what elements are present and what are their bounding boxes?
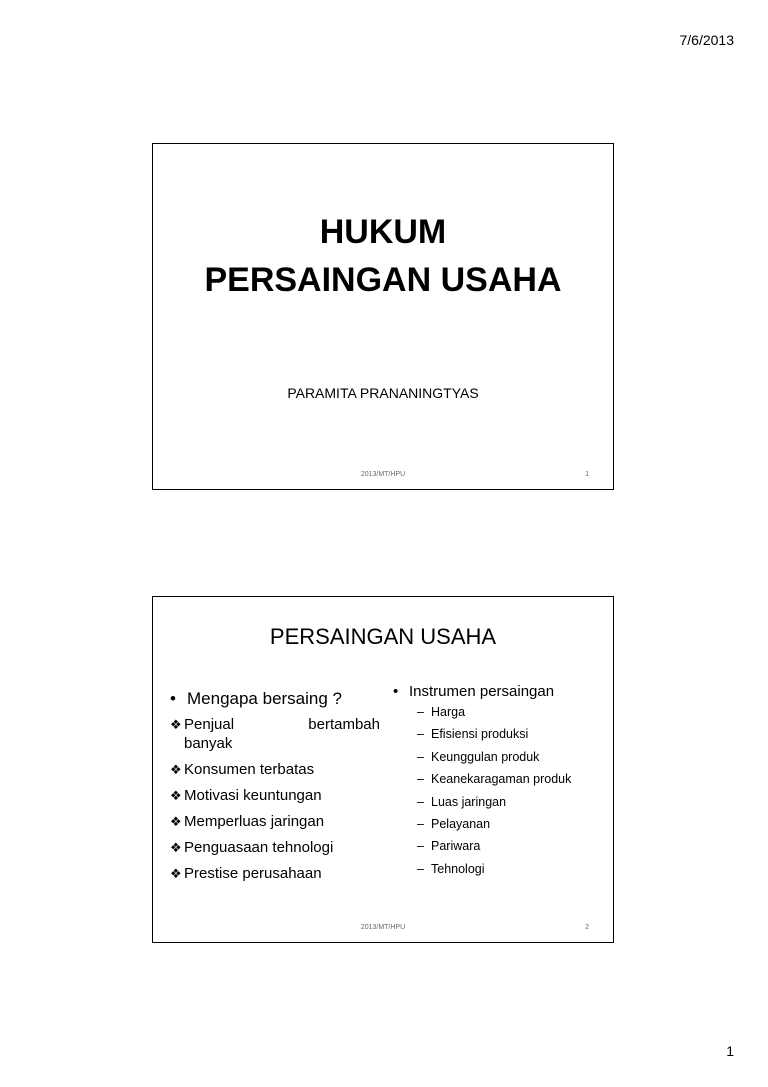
bullet-icon: •	[393, 683, 399, 700]
slide-2-title: PERSAINGAN USAHA	[269, 624, 497, 649]
slide-1-title-line-2: PERSAINGAN USAHA	[204, 261, 562, 299]
list-item	[417, 727, 613, 742]
left-heading	[170, 687, 380, 711]
list-item-text: Efisiensi produksi	[431, 727, 529, 742]
right-heading	[393, 682, 613, 701]
list-item	[170, 786, 380, 805]
slide-1	[152, 143, 614, 490]
list-item-text: Keanekaragaman produk	[431, 772, 572, 787]
list-item-text: Tehnologi	[431, 861, 485, 876]
list-item	[170, 864, 380, 883]
list-item-text: Luas jaringan	[431, 794, 507, 809]
list-item	[417, 817, 613, 832]
list-item-text: Keunggulan produk	[431, 749, 540, 764]
right-column	[393, 682, 613, 884]
left-heading-text: Mengapa bersaing ?	[187, 689, 343, 708]
dash-bullet-icon: –	[417, 839, 424, 854]
list-item	[417, 750, 613, 765]
diamond-bullet-icon: ❖	[170, 840, 182, 855]
dash-bullet-icon: –	[417, 772, 424, 787]
list-item	[417, 705, 613, 720]
diamond-bullet-icon: ❖	[170, 866, 182, 881]
slide-1-author: PARAMITA PRANANINGTYAS	[287, 385, 479, 401]
list-item	[170, 812, 380, 831]
list-item	[417, 772, 613, 787]
list-item-text: Memperluas jaringan	[184, 813, 325, 830]
dash-bullet-icon: –	[417, 705, 424, 719]
dash-bullet-icon: –	[417, 794, 424, 809]
diamond-bullet-icon: ❖	[170, 814, 182, 829]
page-date: 7/6/2013	[679, 32, 734, 48]
slide-1-title-line-1: HUKUM	[319, 213, 447, 251]
list-item-text: Penjual	[184, 716, 235, 733]
left-column	[170, 687, 380, 890]
list-item	[417, 795, 613, 810]
dash-bullet-icon: –	[417, 816, 424, 831]
slide-1-slide-number: 1	[585, 471, 589, 478]
list-item	[170, 838, 380, 857]
slide-2-slide-number: 2	[585, 924, 589, 931]
diamond-bullet-icon: ❖	[170, 717, 182, 732]
list-item-text: banyak	[184, 735, 233, 752]
slide-2	[152, 596, 614, 943]
dash-bullet-icon: –	[417, 727, 424, 742]
list-item-text: Harga	[431, 705, 466, 719]
list-item-text: Pariwara	[431, 839, 481, 854]
list-item-text: Prestise perusahaan	[184, 865, 322, 882]
list-item	[417, 862, 613, 877]
right-heading-text: Instrumen persaingan	[409, 683, 555, 700]
sub-list	[417, 705, 613, 877]
list-item	[170, 715, 380, 753]
list-item-text: bertambah	[308, 716, 380, 733]
bullet-icon: •	[170, 689, 176, 708]
dash-bullet-icon: –	[417, 749, 424, 764]
page-number: 1	[726, 1043, 734, 1059]
dash-bullet-icon: –	[417, 861, 424, 876]
diamond-bullet-icon: ❖	[170, 788, 182, 803]
diamond-bullet-icon: ❖	[170, 762, 182, 777]
list-item-text: Konsumen terbatas	[184, 761, 315, 778]
list-item	[170, 760, 380, 779]
slide-2-footer-text: 2013/MT/HPU	[360, 924, 406, 931]
list-item-text: Motivasi keuntungan	[184, 787, 322, 804]
list-item	[417, 839, 613, 854]
list-item-text: Pelayanan	[431, 816, 491, 831]
list-item-text: Penguasaan tehnologi	[184, 839, 334, 856]
slide-1-footer-text: 2013/MT/HPU	[360, 471, 406, 478]
slide-1-title	[153, 208, 613, 304]
